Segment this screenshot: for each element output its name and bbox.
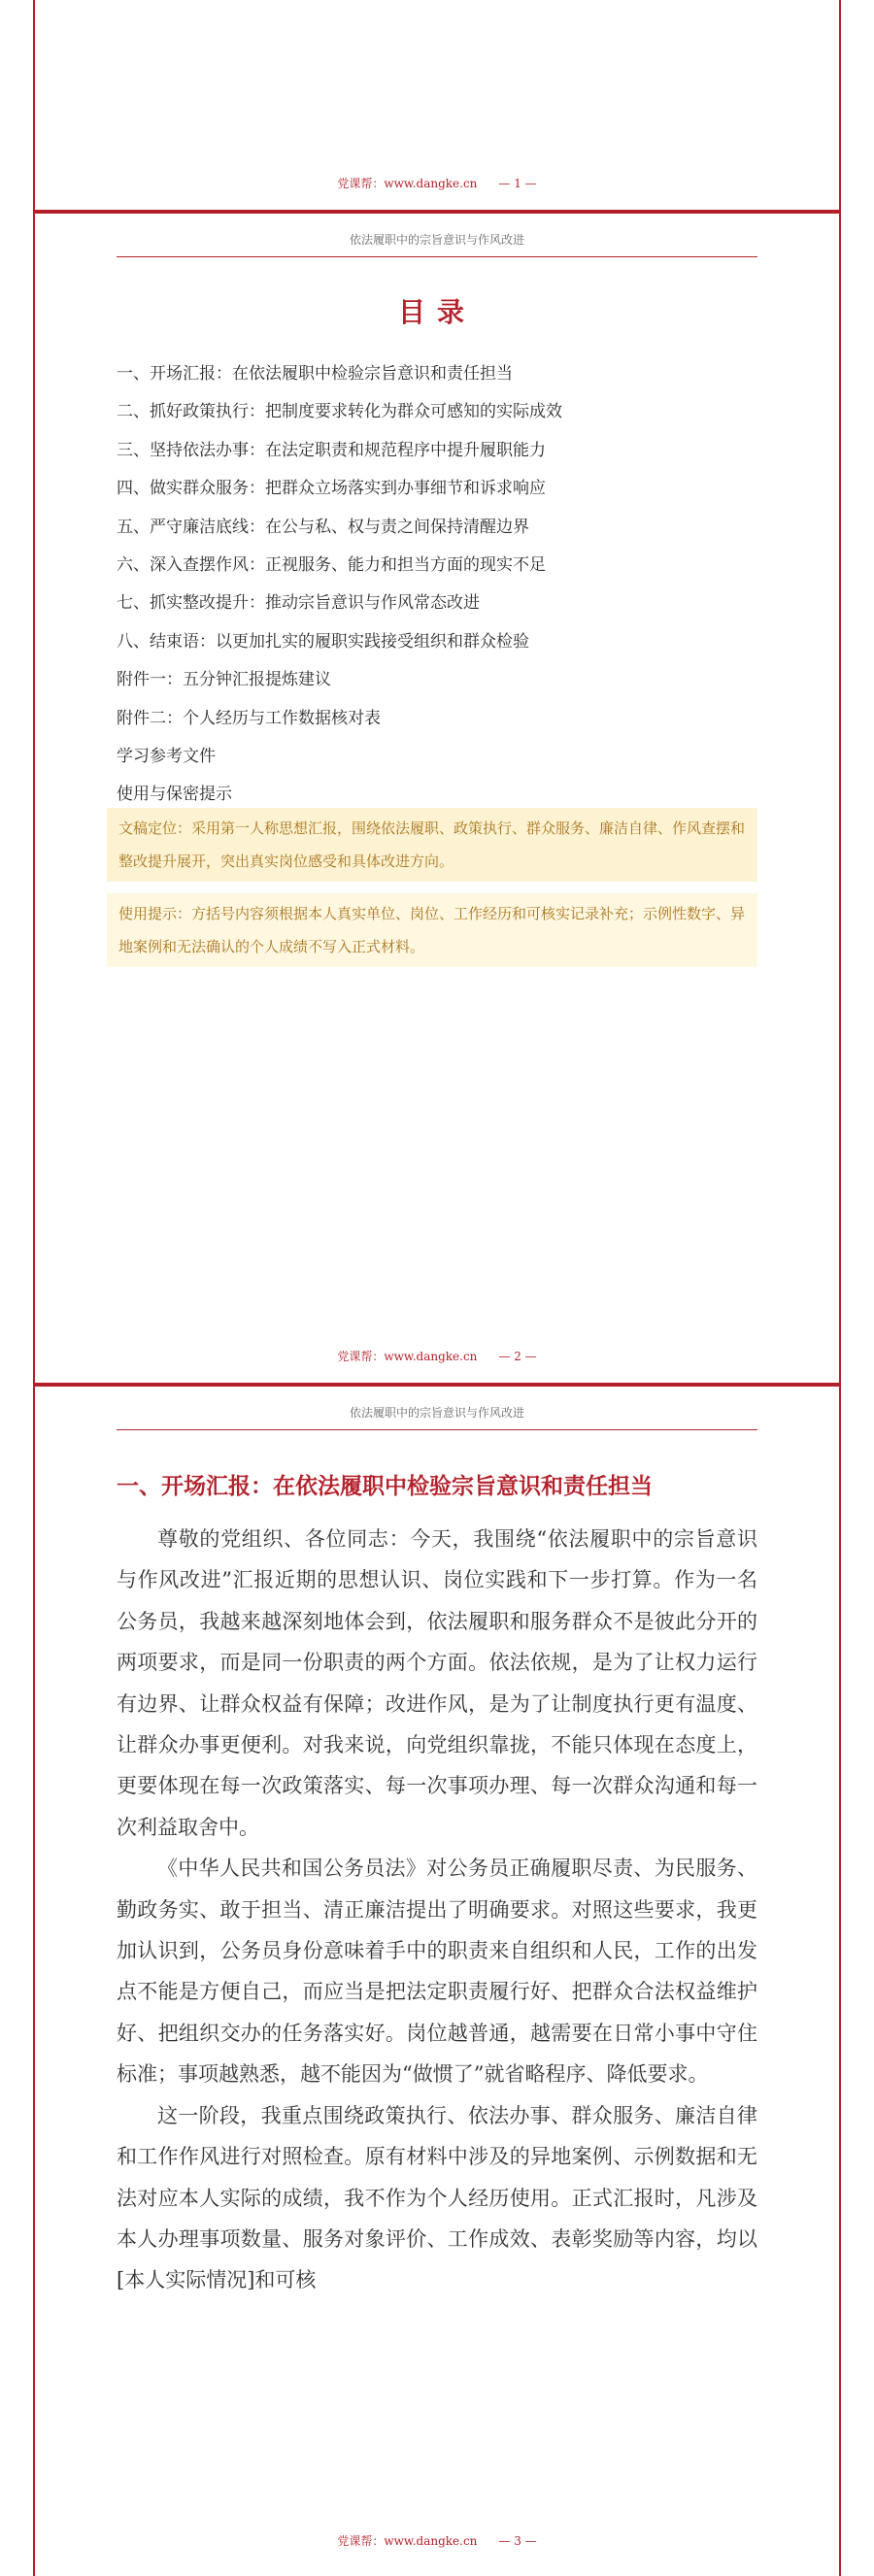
page-footer [35, 1348, 839, 1364]
toc-title: 目录 [397, 296, 476, 328]
toc-item[interactable]: 八、结束语：以更加扎实的履职实践接受组织和群众检验 [117, 631, 529, 652]
page-header: 依法履职中的宗旨意识与作风改进 [349, 1406, 524, 1420]
toc-item[interactable]: 一、开场汇报：在依法履职中检验宗旨意识和责任担当 [117, 364, 513, 384]
toc-item[interactable]: 学习参考文件 [117, 746, 216, 766]
footer-site-label: 党课帮：www.dangke.cn [337, 2534, 478, 2548]
toc-item[interactable]: 六、深入查摆作风：正视服务、能力和担当方面的现实不足 [117, 554, 546, 575]
section-title: 一、开场汇报：在依法履职中检验宗旨意识和责任担当 [117, 1474, 653, 1499]
page-footer [35, 175, 839, 191]
header-rule [117, 1429, 757, 1430]
toc-item[interactable]: 五、严守廉洁底线：在公与私、权与责之间保持清醒边界 [117, 517, 529, 537]
toc-item[interactable]: 二、抓好政策执行：把制度要求转化为群众可感知的实际成效 [117, 402, 562, 422]
body-paragraph: 这一阶段，我重点围绕政策执行、依法办事、群众服务、廉洁自律和工作作风进行对照检查。原有材料中涉及的异地案例、示例数据和无法对应本人实际的成绩，我不作为个人经历使用。正式汇报时，凡涉及本人办理事项数量、服务对象评价、工作成效、表彰奖励等内容，均以[本人实际情况]和可核 [117, 2103, 757, 2292]
page-1 [33, 0, 841, 212]
body-paragraph: 尊敬的党组织、各位同志：今天，我围绕“依法履职中的宗旨意识与作风改进”汇报近期的思想认识、岗位实践和下一步打算。作为一名公务员，我越来越深刻地体会到，依法履职和服务群众不是彼此分开的两项要求，而是同一份职责的两个方面。依法依规，是为了让权力运行有边界、让群众权益有保障；改进作风，是为了让制度执行更有温度、让群众办事更便利。对我来说，向党组织靠拢，不能只体现在态度上，更要体现在每一次政策落实、每一次事项办理、每一次群众沟通和每一次利益取舍中。 [117, 1527, 757, 1839]
toc-item[interactable]: 附件二：个人经历与工作数据核对表 [117, 708, 381, 728]
toc-item[interactable]: 四、做实群众服务：把群众立场落实到办事细节和诉求响应 [117, 479, 546, 499]
page-footer [35, 2532, 839, 2549]
footer-site-label: 党课帮：www.dangke.cn [337, 1350, 478, 1363]
positioning-note: 文稿定位：采用第一人称思想汇报，围绕依法履职、政策执行、群众服务、廉洁自律、作风查摆和整改提升展开，突出真实岗位感受和具体改进方向。 [107, 808, 757, 882]
toc-item[interactable]: 七、抓实整改提升：推动宗旨意识与作风常态改进 [117, 593, 480, 614]
section-body [117, 1519, 757, 2301]
toc-list [117, 355, 757, 815]
page-3 [33, 1387, 841, 2576]
footer-page-number: — 2 — [498, 1350, 537, 1363]
footer-site-label: 党课帮：www.dangke.cn [337, 177, 478, 190]
toc-item[interactable]: 三、坚持依法办事：在法定职责和规范程序中提升履职能力 [117, 440, 546, 460]
footer-page-number: — 3 — [498, 2534, 537, 2548]
page-2 [33, 214, 841, 1385]
footer-page-number: — 1 — [498, 177, 537, 190]
toc-item[interactable]: 使用与保密提示 [117, 785, 232, 805]
page-header: 依法履职中的宗旨意识与作风改进 [349, 233, 524, 247]
toc-item[interactable]: 附件一：五分钟汇报提炼建议 [117, 670, 331, 690]
body-paragraph: 《中华人民共和国公务员法》对公务员正确履职尽责、为民服务、勤政务实、敢于担当、清正廉洁提出了明确要求。对照这些要求，我更加认识到，公务员身份意味着手中的职责来自组织和人民，工作的出发点不能是方便自己，而应当是把法定职责履行好、把群众合法权益维护好、把组织交办的任务落实好。岗位越普通，越需要在日常小事中守住标准；事项越熟悉，越不能因为“做惯了”就省略程序、降低要求。 [117, 1857, 757, 2087]
usage-note: 使用提示：方括号内容须根据本人真实单位、岗位、工作经历和可核实记录补充；示例性数字、异地案例和无法确认的个人成绩不写入正式材料。 [107, 893, 757, 967]
header-rule [117, 256, 757, 257]
